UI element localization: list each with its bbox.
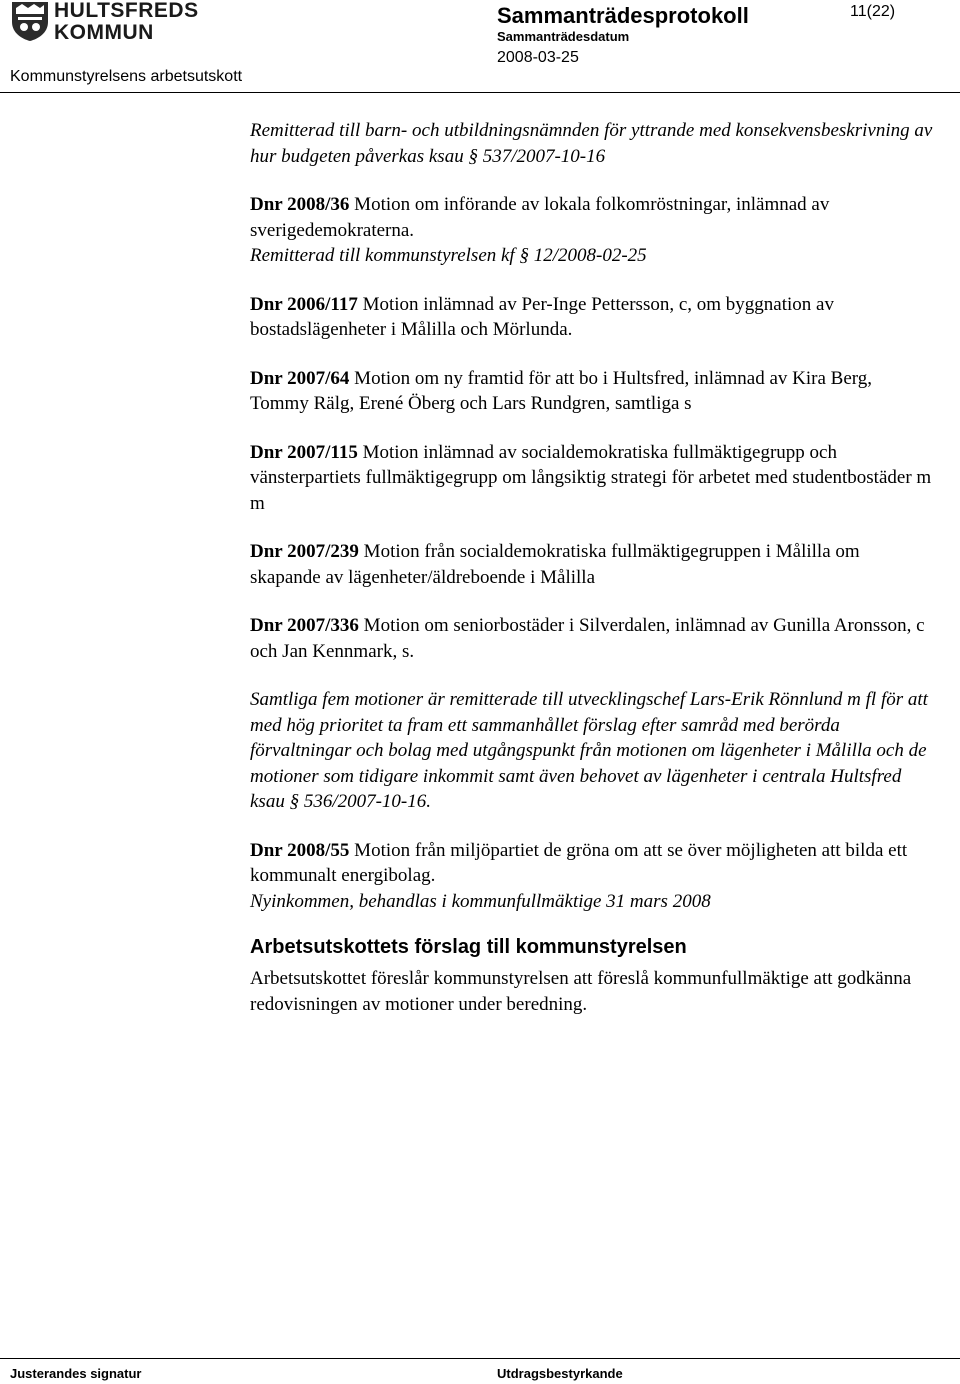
footer-divider (0, 1358, 960, 1359)
certification-label: Utdragsbestyrkande (497, 1366, 623, 1381)
logo-line-1: HULTSFREDS (54, 0, 199, 22)
coat-of-arms-icon (10, 0, 50, 42)
case-number: Dnr 2007/239 (250, 541, 359, 562)
paragraph-dnr-2008-36: Dnr 2008/36 Motion om införande av lokala folkomröstningar, inlämnad av sverigedemokraterna. (250, 194, 830, 241)
logo-wordmark (54, 0, 199, 44)
paragraph-dnr-2007-239: Dnr 2007/239 Motion från socialdemokratiska fullmäktigegruppen i Målilla om skapande av lägenheter/äldreboende i Målilla (250, 541, 860, 588)
page-number: 11(22) (850, 3, 896, 20)
logo-line-2: KOMMUN (54, 21, 154, 44)
paragraph-proposal: Arbetsutskottet föreslår kommunstyrelsen att föreslå kommunfullmäktige att godkänna redovisningen av motioner under beredning. (250, 968, 912, 1015)
paragraph-summary: Samtliga fem motioner är remitterade till utvecklingschef Lars-Erik Rönnlund m fl för att med hög prioritet ta fram ett sammanhållet förslag efter samråd med berörda förvaltningar och bolag med utgångspunkt från motionen om lägenheter i Målilla och de motioner som tidigare inkommit samt även behovet av lägenheter i centrala Hultsfred ksau § 536/2007-10-16. (250, 689, 928, 812)
department-name: Kommunstyrelsens arbetsutskott (10, 68, 243, 85)
case-number: Dnr 2007/336 (250, 615, 359, 636)
paragraph-dnr-2007-336: Dnr 2007/336 Motion om seniorbostäder i Silverdalen, inlämnad av Gunilla Aronsson, c och Jan Kennmark, s. (250, 615, 925, 662)
header-divider (0, 92, 960, 93)
case-number: Dnr 2008/36 (250, 194, 350, 215)
case-number: Dnr 2007/64 (250, 367, 350, 389)
paragraph-dnr-2008-55: Dnr 2008/55 Motion från miljöpartiet de gröna om att se över möjligheten att bilda ett kommunalt energibolag. (250, 839, 908, 886)
paragraph-dnr-2008-55-note: Nyinkommen, behandlas i kommunfullmäktige 31 mars 2008 (250, 890, 711, 912)
document-title: Sammanträdesprotokoll (497, 3, 749, 28)
paragraph-remittance: Remitterad till barn- och utbildningsnämnden för yttrande med konsekvensbeskrivning av hur budgeten påverkas ksau § 537/2007-10-16 (250, 120, 933, 167)
signature-label: Justerandes signatur (10, 1366, 142, 1381)
paragraph-dnr-2007-64: Dnr 2007/64 Motion om ny framtid för att bo i Hultsfred, inlämnad av Kira Berg, Tommy Rälg, Erené Öberg och Lars Rundgren, samtliga s (250, 367, 872, 414)
paragraph-dnr-2006-117: Dnr 2006/117 Motion inlämnad av Per-Inge Pettersson, c, om byggnation av bostadslägenheter i Målilla och Mörlunda. (250, 293, 834, 340)
paragraph-dnr-2008-36-note: Remitterad till kommunstyrelsen kf § 12/2008-02-25 (250, 245, 647, 266)
case-number: Dnr 2007/115 (250, 441, 358, 463)
meeting-date-label: Sammanträdesdatum (497, 29, 630, 44)
meeting-date: 2008-03-25 (497, 49, 579, 66)
section-heading: Arbetsutskottets förslag till kommunstyrelsen (250, 936, 687, 958)
paragraph-dnr-2007-115: Dnr 2007/115 Motion inlämnad av socialdemokratiska fullmäktigegrupp och vänsterpartiets fullmäktigegrupp om långsiktig strategi för arbetet med studentbostäder m m (250, 441, 932, 514)
protocol-body (250, 118, 935, 1040)
case-number: Dnr 2008/55 (250, 839, 350, 861)
case-number: Dnr 2006/117 (250, 293, 358, 315)
